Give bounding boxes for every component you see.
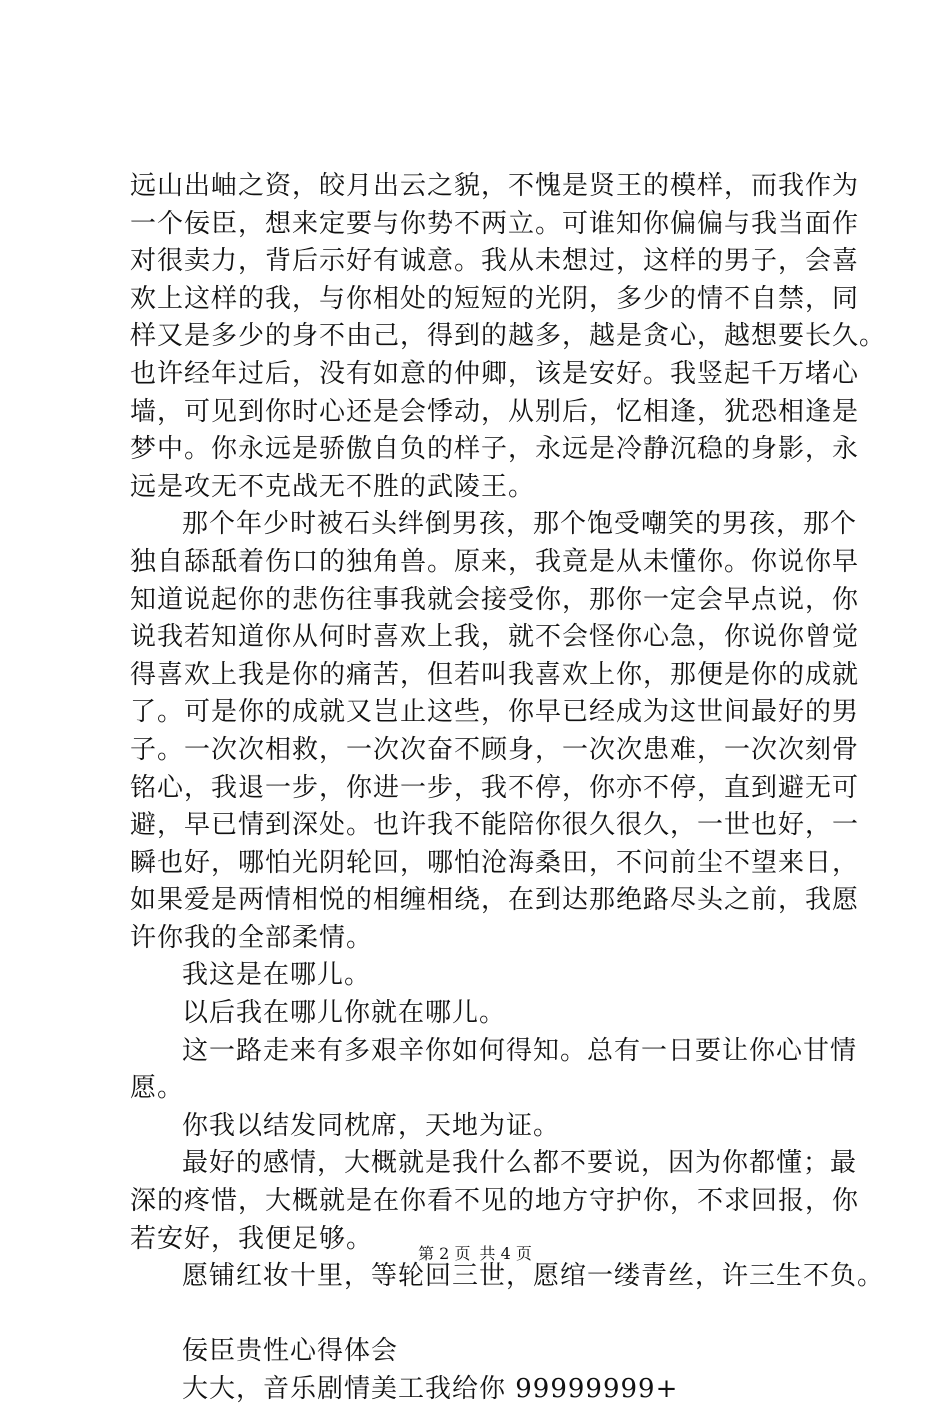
text-line: 了。可是你的成就又岂止这些，你早已经成为这世间最好的男 bbox=[130, 697, 860, 728]
text-line: 远是攻无不克战无不胜的武陵王。 bbox=[130, 471, 536, 502]
text-line: 如果爱是两情相悦的相缠相绕，在到达那绝路尽头之前，我愿 bbox=[130, 885, 860, 916]
text-line: 子。一次次相救，一次次奋不顾身，一次次患难，一次次刻骨 bbox=[130, 734, 860, 765]
text-line: 这一路走来有多艰辛你如何得知。总有一日要让你心甘情 bbox=[182, 1035, 858, 1066]
text-line: 对很卖力，背后示好有诚意。我从未想过，这样的男子，会喜 bbox=[130, 246, 860, 277]
document-body bbox=[130, 168, 887, 1409]
text-line: 瞬也好，哪怕光阴轮回，哪怕沧海桑田，不问前尘不望来日， bbox=[130, 847, 860, 878]
page-number: 第 2 页 bbox=[418, 1244, 471, 1263]
text-line: 愿铺红妆十里，等轮回三世，愿绾一缕青丝，许三生不负。 bbox=[182, 1261, 885, 1292]
text-line: 最好的感情，大概就是我什么都不要说，因为你都懂；最 bbox=[182, 1148, 858, 1179]
text-line: 铭心，我退一步，你进一步，我不停，你亦不停，直到避无可 bbox=[130, 772, 860, 803]
page-total: 共 4 页 bbox=[479, 1244, 532, 1263]
text-line: 你我以结发同枕席，天地为证。 bbox=[182, 1110, 561, 1141]
text-line: 得喜欢上我是你的痛苦，但若叫我喜欢上你，那便是你的成就 bbox=[130, 659, 860, 690]
text-line: 我这是在哪儿。 bbox=[182, 960, 372, 991]
text-line: 墙，可见到你时心还是会悸动，从别后，忆相逢，犹恐相逢是 bbox=[130, 396, 860, 427]
text-line: 大大，音乐剧情美工我给你 99999999+ bbox=[182, 1374, 679, 1404]
text-line: 样又是多少的身不由己，得到的越多，越是贪心，越想要长久。 bbox=[130, 321, 887, 352]
text-line: 深的疼惜，大概就是在你看不见的地方守护你，不求回报，你 bbox=[130, 1186, 860, 1217]
blank-line bbox=[130, 1296, 850, 1334]
text-line: 知道说起你的悲伤往事我就会接受你，那你一定会早点说，你 bbox=[130, 584, 860, 615]
text-line: 一个佞臣，想来定要与你势不两立。可谁知你偏偏与我当面作 bbox=[130, 208, 860, 239]
text-line: 以后我在哪儿你就在哪儿。 bbox=[182, 998, 507, 1029]
text-line: 也许经年过后，没有如意的仲卿，该是安好。我竖起千万堵心 bbox=[130, 358, 860, 389]
text-line: 说我若知道你从何时喜欢上我，就不会怪你心急，你说你曾觉 bbox=[130, 622, 860, 653]
section-heading: 佞臣贵性心得体会 bbox=[182, 1336, 399, 1367]
text-line: 若安好，我便足够。 bbox=[130, 1223, 374, 1254]
text-line: 欢上这样的我，与你相处的短短的光阴，多少的情不自禁，同 bbox=[130, 283, 860, 314]
text-line: 许你我的全部柔情。 bbox=[130, 922, 374, 953]
text-line: 那个年少时被石头绊倒男孩，那个饱受嘲笑的男孩，那个 bbox=[182, 509, 858, 540]
text-line: 愿。 bbox=[130, 1073, 185, 1104]
text-line: 梦中。你永远是骄傲自负的样子，永远是冷静沉稳的身影，永 bbox=[130, 434, 860, 465]
text-line: 远山出岫之资，皎月出云之貌，不愧是贤王的模样，而我作为 bbox=[130, 171, 860, 201]
page-footer bbox=[0, 1244, 950, 1264]
text-line: 避，早已情到深处。也许我不能陪你很久很久，一世也好，一 bbox=[130, 810, 860, 841]
text-line: 独自舔舐着伤口的独角兽。原来，我竟是从未懂你。你说你早 bbox=[130, 546, 860, 577]
